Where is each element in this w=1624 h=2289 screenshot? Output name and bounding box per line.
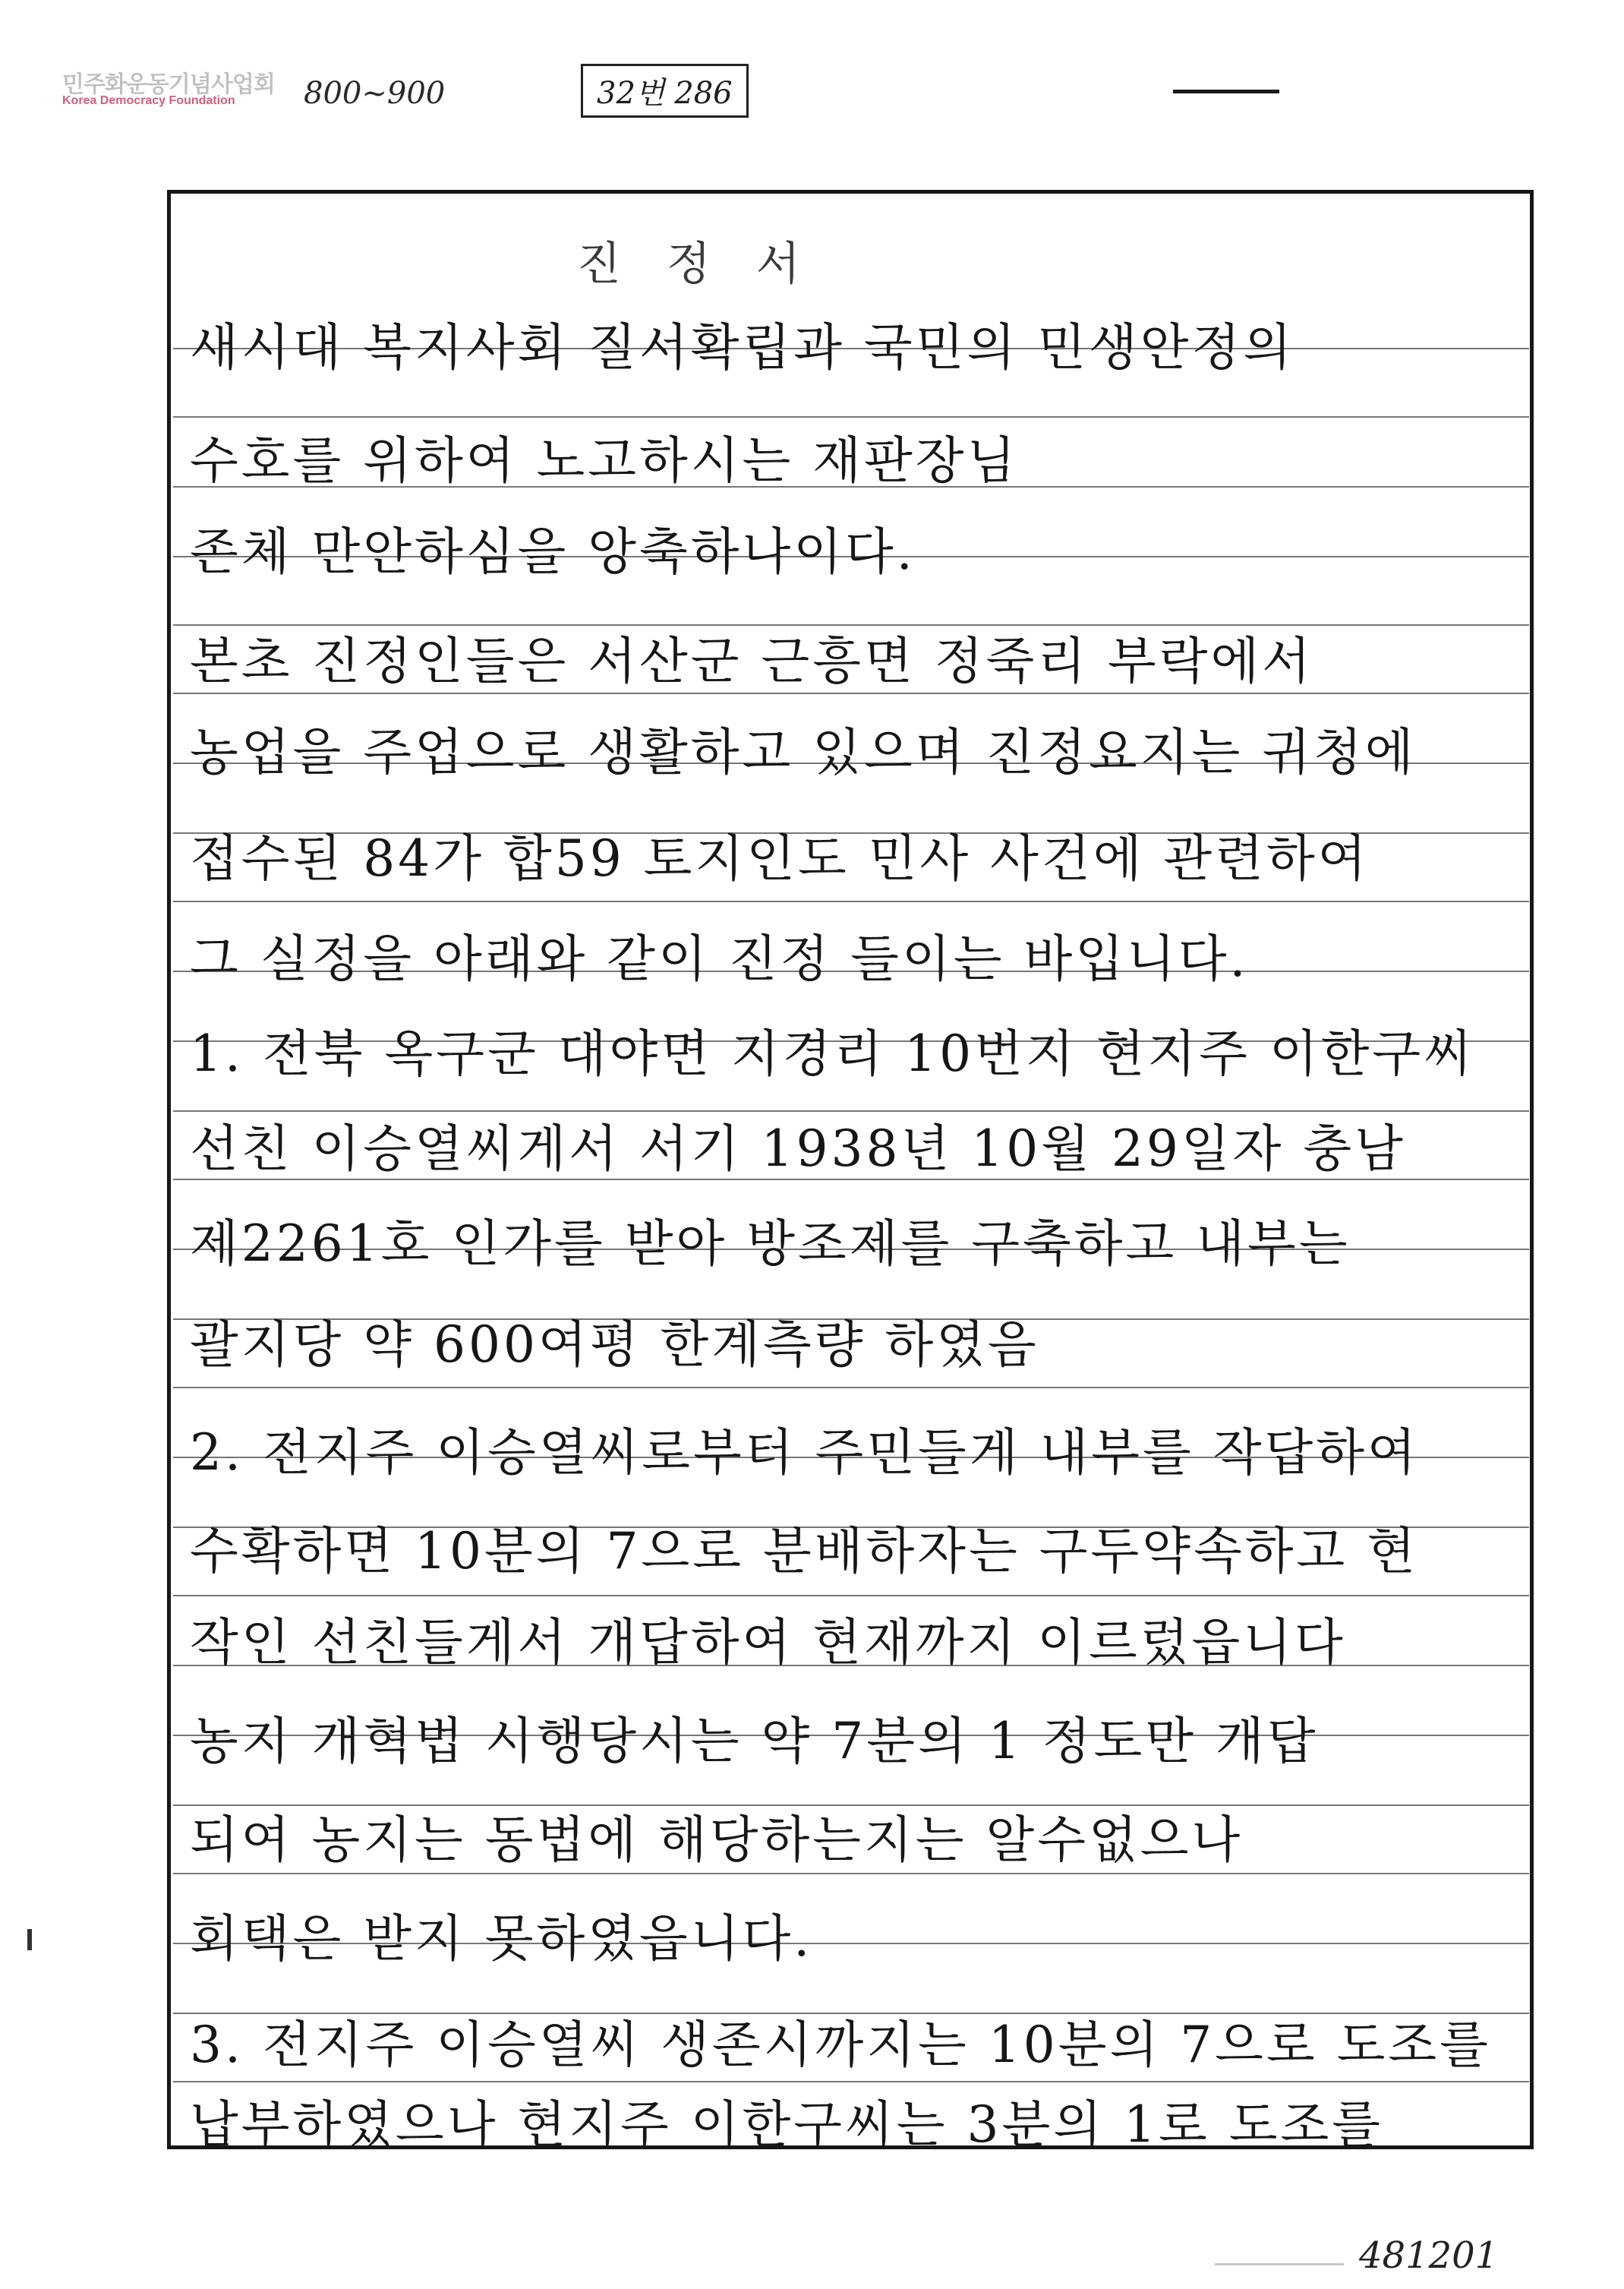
- document-title: 진정서: [577, 238, 846, 291]
- body-line: 농지 개혁법 시행당시는 약 7분의 1 정도만 개답: [190, 1712, 1319, 1770]
- body-line: 선친 이승열씨게서 서기 1938년 10월 29일자 충남: [190, 1119, 1406, 1178]
- ruled-line: [173, 2081, 1529, 2082]
- ruled-line: [173, 1595, 1529, 1596]
- body-line: 1. 전북 옥구군 대야면 지경리 10번지 현지주 이한구씨: [190, 1025, 1475, 1083]
- ruled-line: [173, 693, 1529, 694]
- body-line: 수호를 위하여 노고하시는 재판장님: [190, 431, 1019, 490]
- logo-english-text: Korea Democracy Foundation: [62, 94, 235, 107]
- ruled-line: [173, 624, 1529, 626]
- ruled-line: [173, 1873, 1529, 1874]
- body-line: 납부하였으나 현지주 이한구씨는 3분의 1로 도조를: [190, 2095, 1383, 2154]
- ruled-line: [173, 2013, 1529, 2014]
- ruled-line: [173, 1110, 1529, 1112]
- body-line: 수확하면 10분의 7으로 분배하자는 구두약속하고 현: [190, 1522, 1418, 1580]
- ruled-line: [173, 901, 1529, 902]
- ruled-line: [173, 416, 1529, 418]
- body-line: 농업을 주업으로 생활하고 있으며 진정요지는 귀청에: [190, 723, 1417, 781]
- body-line: 존체 만안하심을 앙축하나이다.: [190, 523, 916, 581]
- body-line: 회택은 받지 못하였읍니다.: [190, 1909, 813, 1968]
- body-line: 되여 농지는 동법에 해당하는지는 알수없으나: [190, 1811, 1244, 1869]
- page-number: 481201: [1359, 2234, 1499, 2277]
- header-dash: [1173, 90, 1279, 93]
- body-line: 괄지당 약 600여평 한계측량 하였음: [190, 1315, 1039, 1374]
- body-line: 새시대 복지사회 질서확립과 국민의 민생안정의: [190, 318, 1295, 377]
- body-line: 그 실정을 아래와 같이 진정 들이는 바입니다.: [190, 930, 1249, 988]
- header-range: 800~900: [304, 76, 446, 111]
- body-line: 본초 진정인들은 서산군 근흥면 정죽리 부락에서: [190, 632, 1314, 690]
- ruled-line: [173, 1804, 1529, 1806]
- body-line: 2. 전지주 이승열씨로부터 주민들게 내부를 작답하여: [190, 1423, 1419, 1482]
- body-line: 제2261호 인가를 받아 방조제를 구축하고 내부는: [190, 1214, 1351, 1273]
- ruled-line: [173, 1387, 1529, 1388]
- edge-mark: [27, 1929, 32, 1950]
- logo-korean-text: 민주화운동기념사업회: [62, 71, 275, 98]
- body-line: 작인 선친들게서 개답하여 현재까지 이르렀읍니다: [190, 1613, 1346, 1672]
- faint-mark: [1215, 2229, 1344, 2265]
- body-line: 접수된 84가 합59 토지인도 민사 사건에 관련하여: [190, 829, 1370, 888]
- header-stamp: 32번 286: [581, 64, 749, 118]
- ruled-line: [173, 1179, 1529, 1180]
- body-line: 3. 전지주 이승열씨 생존시까지는 10분의 7으로 도조를: [190, 2016, 1491, 2074]
- foundation-logo: [62, 65, 290, 111]
